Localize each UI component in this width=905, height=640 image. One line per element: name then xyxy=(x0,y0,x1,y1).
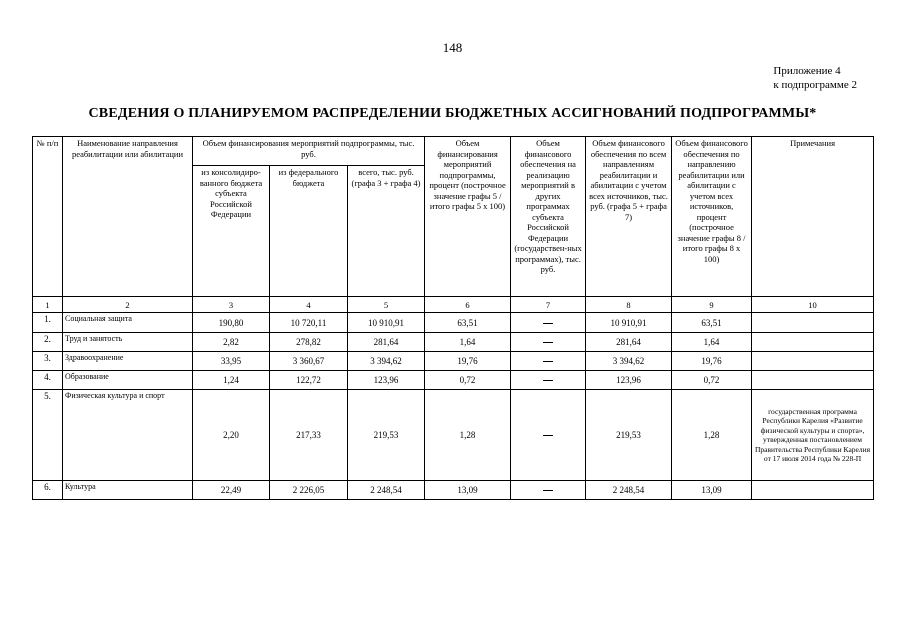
header-col-5: всего, тыс. руб. (графа 3 + графа 4) xyxy=(348,166,425,297)
column-number-row xyxy=(33,297,874,313)
dash-mark xyxy=(543,361,553,362)
column-number: 7 xyxy=(511,297,586,313)
header-col-4: из федерального бюджета xyxy=(270,166,348,297)
federal-budget-cell: 2 226,05 xyxy=(270,481,348,500)
row-number: 6. xyxy=(33,481,63,500)
header-col-9: Объем финансового обеспечения по направлению реабилитации или абилитации с учетом всех источников, процент (построчное значение графы 8 / итого графы 8 x 100) xyxy=(672,137,752,297)
percent-cell: 1,28 xyxy=(425,390,511,481)
percent-cell: 63,51 xyxy=(425,313,511,333)
column-number: 10 xyxy=(752,297,874,313)
total-cell: 3 394,62 xyxy=(348,352,425,371)
row-number: 5. xyxy=(33,390,63,481)
federal-budget-cell: 10 720,11 xyxy=(270,313,348,333)
row-number: 1. xyxy=(33,313,63,333)
all-sources-percent-cell: 0,72 xyxy=(672,371,752,390)
column-number: 9 xyxy=(672,297,752,313)
row-number: 3. xyxy=(33,352,63,371)
column-number: 2 xyxy=(63,297,193,313)
direction-name: Культура xyxy=(63,481,193,500)
all-sources-total-cell: 281,64 xyxy=(586,333,672,352)
direction-name: Труд и занятость xyxy=(63,333,193,352)
total-cell: 123,96 xyxy=(348,371,425,390)
all-sources-percent-cell: 1,28 xyxy=(672,390,752,481)
column-number: 5 xyxy=(348,297,425,313)
table-row xyxy=(33,371,874,390)
all-sources-total-cell: 123,96 xyxy=(586,371,672,390)
row-number: 4. xyxy=(33,371,63,390)
direction-name: Здравоохранение xyxy=(63,352,193,371)
total-cell: 10 910,91 xyxy=(348,313,425,333)
table-row xyxy=(33,333,874,352)
other-programs-cell xyxy=(511,371,586,390)
percent-cell: 1,64 xyxy=(425,333,511,352)
all-sources-percent-cell: 19,76 xyxy=(672,352,752,371)
direction-name: Физическая культура и спорт xyxy=(63,390,193,481)
all-sources-total-cell: 3 394,62 xyxy=(586,352,672,371)
header-col-3: из консолидиро-ванного бюджета субъекта Российской Федерации xyxy=(193,166,270,297)
table-row xyxy=(33,352,874,371)
regional-budget-cell: 1,24 xyxy=(193,371,270,390)
header-funding-group: Объем финансирования мероприятий подпрограммы, тыс. руб. xyxy=(193,137,425,166)
appendix-caption xyxy=(773,64,857,92)
other-programs-cell xyxy=(511,313,586,333)
regional-budget-cell: 22,49 xyxy=(193,481,270,500)
column-number: 4 xyxy=(270,297,348,313)
dash-mark xyxy=(543,323,553,324)
total-cell: 219,53 xyxy=(348,390,425,481)
regional-budget-cell: 2,20 xyxy=(193,390,270,481)
percent-cell: 0,72 xyxy=(425,371,511,390)
total-cell: 281,64 xyxy=(348,333,425,352)
notes-cell xyxy=(752,333,874,352)
dash-mark xyxy=(543,380,553,381)
other-programs-cell xyxy=(511,352,586,371)
dash-mark xyxy=(543,490,553,491)
header-col-7: Объем финансового обеспечения на реализацию мероприятий в других программах субъекта Российской Федерации (государствен-ных программах), тыс. руб. xyxy=(511,137,586,297)
budget-allocation-table xyxy=(32,136,874,500)
total-cell: 2 248,54 xyxy=(348,481,425,500)
direction-name: Социальная защита xyxy=(63,313,193,333)
column-number: 8 xyxy=(586,297,672,313)
federal-budget-cell: 278,82 xyxy=(270,333,348,352)
all-sources-total-cell: 2 248,54 xyxy=(586,481,672,500)
header-col-1: № п/п xyxy=(33,137,63,297)
all-sources-total-cell: 219,53 xyxy=(586,390,672,481)
notes-cell xyxy=(752,481,874,500)
other-programs-cell xyxy=(511,481,586,500)
regional-budget-cell: 33,95 xyxy=(193,352,270,371)
appendix-line-1: Приложение 4 xyxy=(773,65,841,77)
all-sources-percent-cell: 63,51 xyxy=(672,313,752,333)
all-sources-percent-cell: 1,64 xyxy=(672,333,752,352)
federal-budget-cell: 217,33 xyxy=(270,390,348,481)
row-number: 2. xyxy=(33,333,63,352)
dash-mark xyxy=(543,435,553,436)
header-col-2: Наименование направления реабилитации или абилитации xyxy=(63,137,193,297)
federal-budget-cell: 3 360,67 xyxy=(270,352,348,371)
percent-cell: 13,09 xyxy=(425,481,511,500)
header-col-10: Примечания xyxy=(752,137,874,297)
notes-cell xyxy=(752,371,874,390)
other-programs-cell xyxy=(511,390,586,481)
notes-cell xyxy=(752,313,874,333)
notes-cell: государственная программа Республики Карелия «Развитие физической культуры и спорта», утвержденная постановлением Правительства Республики Карелия от 17 июля 2014 года № 228-П xyxy=(752,390,874,481)
dash-mark xyxy=(543,342,553,343)
direction-name: Образование xyxy=(63,371,193,390)
all-sources-total-cell: 10 910,91 xyxy=(586,313,672,333)
federal-budget-cell: 122,72 xyxy=(270,371,348,390)
table-row xyxy=(33,481,874,500)
column-number: 3 xyxy=(193,297,270,313)
table-row xyxy=(33,390,874,481)
header-col-6: Объем финансирования мероприятий подпрограммы, процент (построчное значение графы 5 / итого графы 5 x 100) xyxy=(425,137,511,297)
regional-budget-cell: 2,82 xyxy=(193,333,270,352)
page-number: 148 xyxy=(442,40,463,55)
document-title: СВЕДЕНИЯ О ПЛАНИРУЕМОМ РАСПРЕДЕЛЕНИИ БЮДЖЕТНЫХ АССИГНОВАНИЙ ПОДПРОГРАММЫ* xyxy=(88,106,817,121)
table-row xyxy=(33,313,874,333)
notes-cell xyxy=(752,352,874,371)
header-col-8: Объем финансового обеспечения по всем направлениям реабилитации и абилитации с учетом всех источников, тыс. руб. (графа 5 + графа 7) xyxy=(586,137,672,297)
header-row-1 xyxy=(33,137,874,166)
other-programs-cell xyxy=(511,333,586,352)
regional-budget-cell: 190,80 xyxy=(193,313,270,333)
percent-cell: 19,76 xyxy=(425,352,511,371)
column-number: 1 xyxy=(33,297,63,313)
appendix-line-2: к подпрограмме 2 xyxy=(773,79,857,91)
column-number: 6 xyxy=(425,297,511,313)
all-sources-percent-cell: 13,09 xyxy=(672,481,752,500)
